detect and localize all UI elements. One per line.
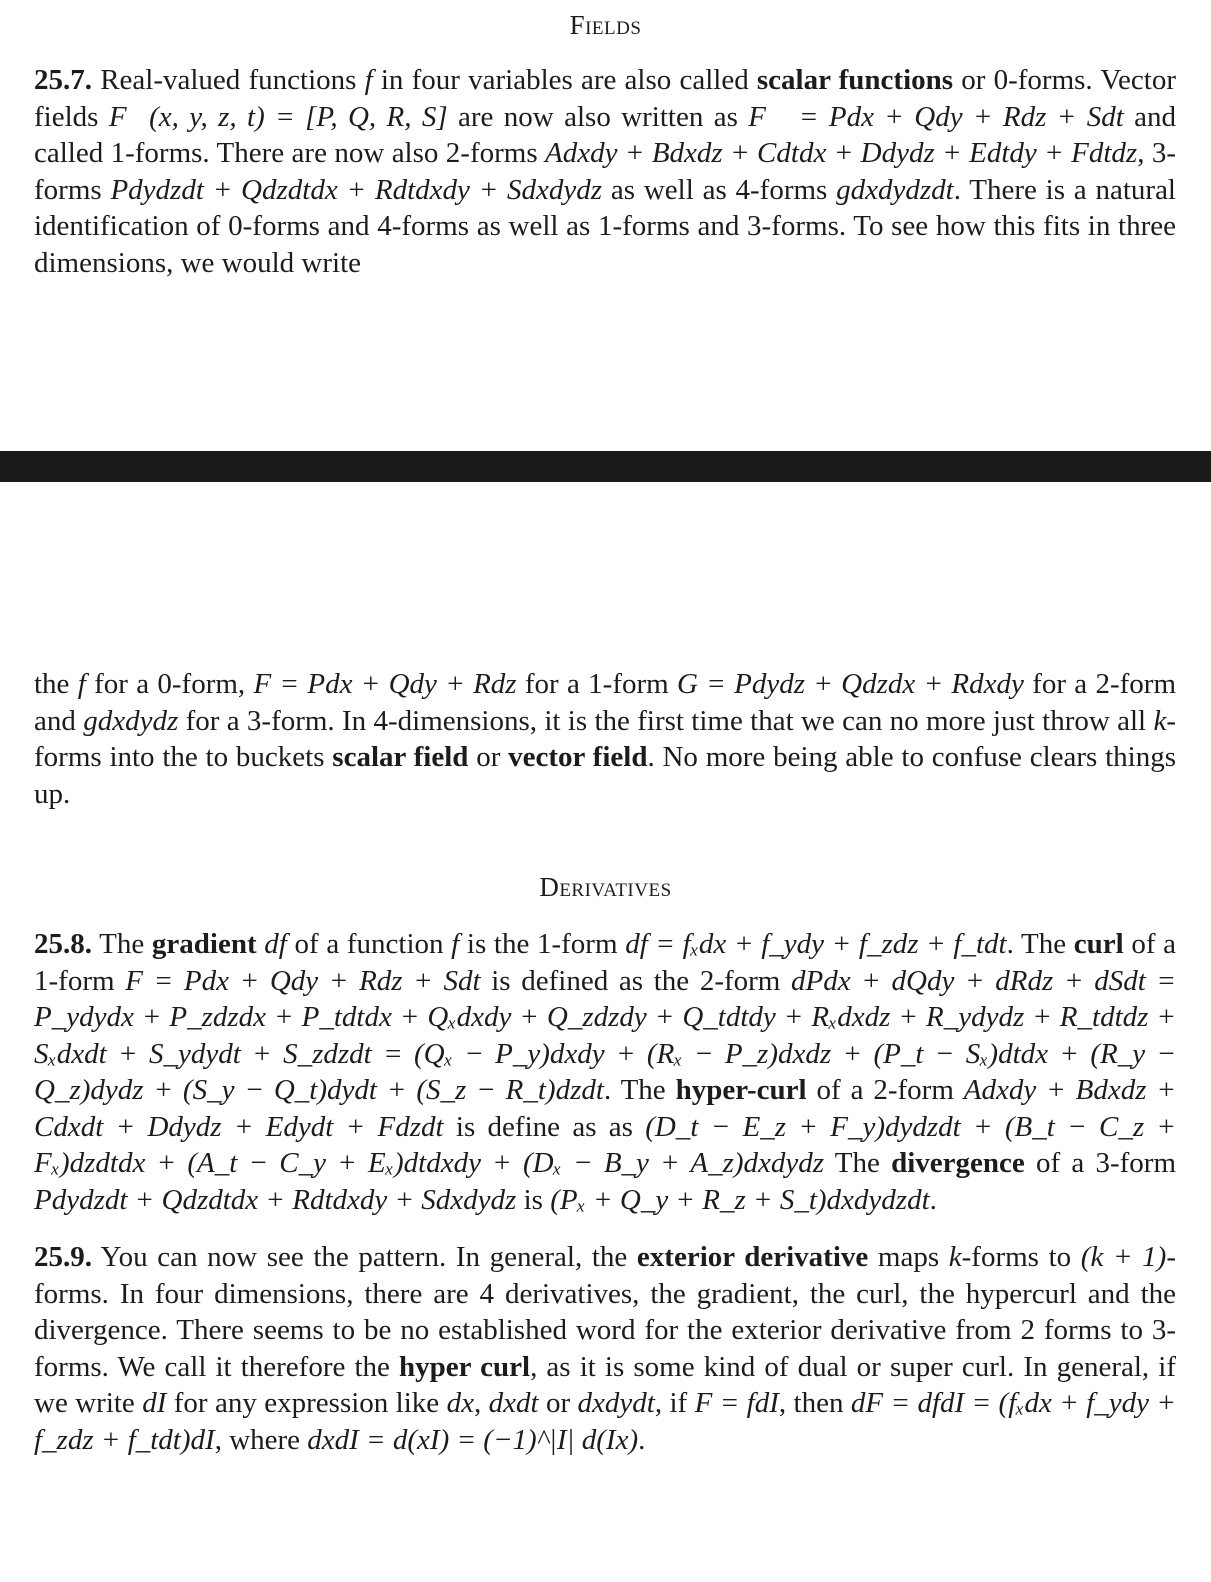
text: , 3-forms bbox=[34, 137, 1176, 206]
text: -forms into the to buckets bbox=[34, 704, 1176, 773]
text: as well as 4-forms bbox=[602, 173, 837, 206]
text: The bbox=[92, 928, 152, 960]
math: dxdydt bbox=[577, 1387, 655, 1419]
text: and called 1-forms. There are now also 2-forms bbox=[34, 100, 1177, 169]
text: the bbox=[34, 668, 78, 700]
text: of a 2-form bbox=[806, 1074, 964, 1106]
math: (Pₓ + Q_y + R_z + S_t)dxdydzdt bbox=[550, 1183, 930, 1216]
math: F = Pdx + Qdy + Rdz bbox=[253, 668, 517, 700]
text: . No more being able to confuse clears things up. bbox=[34, 741, 1176, 810]
paragraph-25-7-continued bbox=[34, 666, 1176, 812]
term-curl: curl bbox=[1073, 928, 1124, 960]
text: of a 1-form bbox=[34, 928, 1177, 997]
text: is defined as the 2-form bbox=[480, 964, 792, 997]
term-scalar-field: scalar field bbox=[332, 741, 469, 773]
text: -forms. In four dimensions, there are 4 derivatives, the gradient, the curl, the hypercurl and the divergence. There seems to be no established word for the exterior derivative from 2 forms to 3-forms. We call it therefore the bbox=[34, 1241, 1176, 1383]
text: . bbox=[638, 1423, 646, 1456]
section-title-derivatives: Derivatives bbox=[539, 872, 672, 902]
paragraph-number: 25.9. bbox=[34, 1241, 92, 1273]
math: dPdx + dQdy + dRdz + dSdt = P_ydydx + P_zdzdx + P_tdtdx + Qₓdxdy + Q_zdzdy + Q_tdtdy + Rₓdxdz + R_ydydz + R_tdtdz + Sₓdxdt + S_ydydt + S_zdzdt = (Qₓ − P_y)dxdy + (Rₓ − P_z)dxdz + (P_t − Sₓ)dtdx + (R_y − Q_z)dydz + (S_y − Q_t)dydt + (S_z − R_t)dzdt bbox=[34, 964, 1177, 1106]
text: The bbox=[824, 1147, 892, 1179]
paragraph-25-9 bbox=[34, 1239, 1176, 1458]
section-title-fields: Fields bbox=[569, 10, 642, 40]
math: F = fdI bbox=[694, 1387, 779, 1419]
math: F = Pdx + Qdy + Rdz + Sdt bbox=[125, 964, 481, 997]
redaction-bar bbox=[0, 451, 1211, 482]
math: df bbox=[264, 928, 287, 960]
text: for a 3-form. In 4-dimensions, it is the first time that we can no more just throw all bbox=[178, 704, 1154, 737]
text: maps bbox=[868, 1241, 949, 1273]
math: Pdydzdt + Qdzdtdx + Rdtdxdy + Sdxdydz bbox=[110, 173, 603, 206]
math: Adxdy + Bdxdz + Cdxdt + Ddydz + Edydt + Fdzdt bbox=[34, 1074, 1176, 1143]
term-divergence: divergence bbox=[891, 1147, 1025, 1179]
text: is the 1-form bbox=[459, 928, 626, 960]
paragraph-number: 25.7. bbox=[34, 64, 92, 96]
math: G = Pdydz + Qdzdx + Rdxdy bbox=[677, 668, 1024, 700]
math: gdxdydz bbox=[83, 704, 179, 737]
text: for a 0-form, bbox=[85, 668, 254, 700]
term-hyper-curl: hyper-curl bbox=[675, 1074, 807, 1106]
term-gradient: gradient bbox=[151, 928, 257, 960]
text: or bbox=[538, 1387, 578, 1419]
term-scalar-functions: scalar functions bbox=[756, 64, 954, 96]
text: . The bbox=[603, 1074, 676, 1106]
text: is bbox=[516, 1183, 551, 1216]
math: dxdI = d(xI) = (−1)^|I| d(Ix) bbox=[307, 1423, 639, 1456]
paragraph-25-8 bbox=[34, 926, 1176, 1218]
text: , as it is some kind of dual or super curl. In general, if we write bbox=[34, 1350, 1177, 1419]
math: k bbox=[1153, 704, 1167, 737]
text: for a 2-form and bbox=[34, 668, 1177, 737]
text: or bbox=[468, 741, 509, 773]
text: in four variables are also called bbox=[372, 64, 757, 96]
text: -forms to bbox=[961, 1241, 1081, 1273]
math: Adxdy + Bdxdz + Cdtdx + Ddydz + Edtdy + Fdtdz bbox=[545, 137, 1138, 169]
text: of a function bbox=[286, 928, 452, 960]
text: for a 1-form bbox=[516, 668, 678, 700]
math: f bbox=[364, 64, 373, 96]
math: F⃗ = Pdx + Qdy + Rdz + Sdt bbox=[748, 100, 1124, 133]
math: (D_t − E_z + F_y)dydzdt + (B_t − C_z + Fₓ)dzdtdx + (A_t − C_y + Eₓ)dtdxdy + (Dₓ − B_y + A_z)dxdydz bbox=[34, 1110, 1176, 1179]
math: Pdydzdt + Qdzdtdx + Rdtdxdy + Sdxdydz bbox=[34, 1183, 517, 1216]
text: for any expression like bbox=[166, 1387, 447, 1419]
math: (k + 1) bbox=[1080, 1241, 1167, 1273]
text: is define as as bbox=[443, 1110, 646, 1143]
text: You can now see the pattern. In general, the bbox=[92, 1241, 637, 1273]
text: . The bbox=[1006, 928, 1074, 960]
term-exterior-derivative: exterior derivative bbox=[636, 1241, 869, 1273]
math: dxdt bbox=[488, 1387, 539, 1419]
text: or 0-forms. Vector fields bbox=[34, 64, 1177, 133]
text: Real-valued functions bbox=[92, 64, 365, 96]
math: dx bbox=[446, 1387, 474, 1419]
math: df = fₓdx + f_ydy + f_zdz + f_tdt bbox=[625, 928, 1007, 960]
math: gdxdydzdt bbox=[836, 173, 954, 206]
term-hyper-curl: hyper curl bbox=[399, 1350, 531, 1383]
term-vector-field: vector field bbox=[508, 741, 648, 773]
text: . bbox=[929, 1183, 937, 1216]
math: f bbox=[451, 928, 460, 960]
text: , where bbox=[214, 1423, 308, 1456]
text: of a 3-form bbox=[1024, 1147, 1177, 1179]
text: , bbox=[473, 1387, 489, 1419]
math: f bbox=[77, 668, 86, 700]
text: , then bbox=[778, 1387, 851, 1419]
paragraph-number: 25.8. bbox=[34, 928, 92, 960]
math: F⃗(x, y, z, t) = [P, Q, R, S] bbox=[108, 100, 448, 133]
text: are now also written as bbox=[447, 100, 749, 133]
text: , if bbox=[654, 1387, 695, 1419]
text: . There is a natural identification of 0-forms and 4-forms as well as 1-forms and 3-forms. To see how this fits in three dimensions, we would write bbox=[34, 173, 1176, 279]
math: k bbox=[948, 1241, 962, 1273]
paragraph-25-7 bbox=[34, 62, 1176, 281]
math: dI bbox=[142, 1387, 167, 1419]
math: dF = dfdI = (fₓdx + f_ydy + f_zdz + f_tdt)dI bbox=[34, 1387, 1176, 1456]
